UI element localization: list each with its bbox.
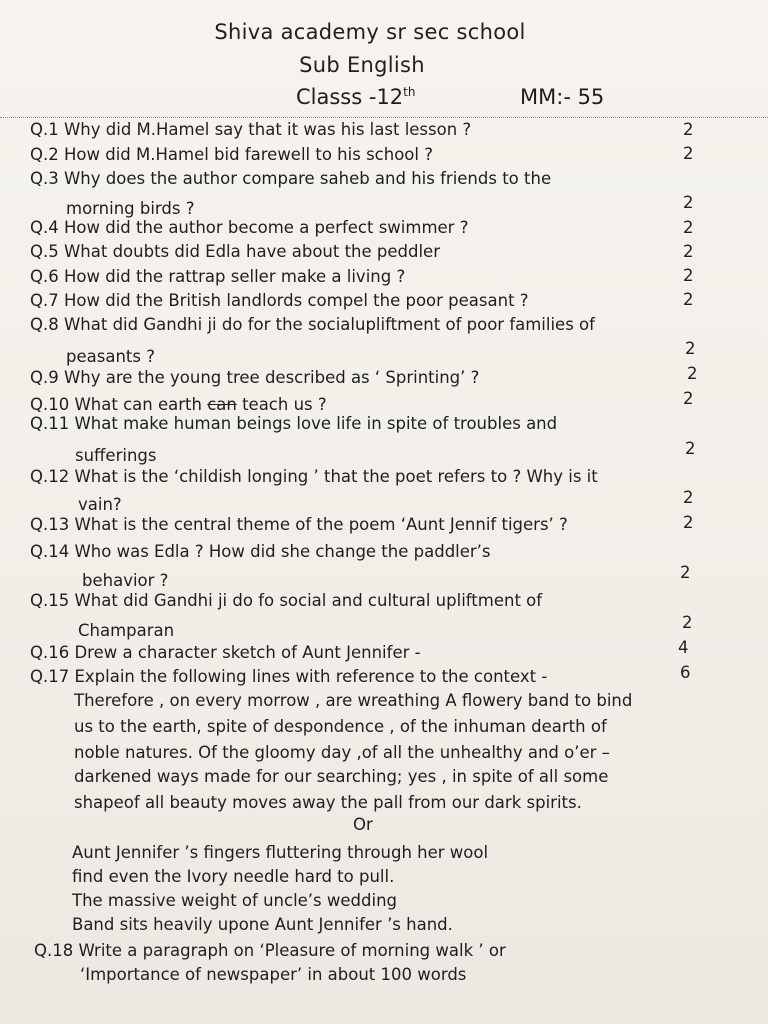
- question-q1: Q.1 Why did M.Hamel say that it was his last lesson ?: [30, 120, 472, 139]
- mark-q6: 2: [683, 266, 694, 285]
- question-q18: Q.18 Write a paragraph on ‘Pleasure of morning walk ’ or: [34, 941, 506, 960]
- mark-q10: 2: [683, 389, 694, 408]
- mark-q3: 2: [683, 193, 694, 212]
- question-q4: Q.4 How did the author become a perfect swimmer ?: [30, 218, 469, 237]
- mark-q9: 2: [687, 364, 698, 383]
- passage1-line4: darkened ways made for our searching; yes , in spite of all some: [74, 767, 609, 786]
- question-q15-cont: Champaran: [78, 621, 175, 640]
- question-q10: [30, 395, 327, 414]
- question-q10-part2: teach us ?: [242, 395, 327, 414]
- question-q16: Q.16 Drew a character sketch of Aunt Jennifer -: [30, 643, 421, 662]
- question-q9: Q.9 Why are the young tree described as ‘ Sprinting’ ?: [30, 368, 480, 387]
- passage1-line3: noble natures. Of the gloomy day ,of all the unhealthy and o’er –: [74, 743, 610, 762]
- mark-q16: 4: [678, 638, 689, 657]
- class-text: Classs -12: [296, 85, 404, 109]
- question-q11: Q.11 What make human beings love life in spite of troubles and: [30, 414, 558, 433]
- passage1-line5: shapeof all beauty moves away the pall from our dark spirits.: [74, 793, 582, 812]
- question-q8-cont: peasants ?: [66, 347, 155, 366]
- passage2-line1: Aunt Jennifer ’s fingers fluttering through her wool: [72, 843, 489, 862]
- question-q6: Q.6 How did the rattrap seller make a living ?: [30, 267, 406, 286]
- passage2-line4: Band sits heavily upone Aunt Jennifer ’s hand.: [72, 915, 453, 934]
- question-q12: Q.12 What is the ‘childish longing ’ that the poet refers to ? Why is it: [30, 467, 598, 486]
- passage2-line3: The massive weight of uncle’s wedding: [72, 891, 397, 910]
- mark-q1: 2: [683, 120, 694, 139]
- mark-q5: 2: [683, 242, 694, 261]
- question-q3-cont: morning birds ?: [66, 199, 195, 218]
- mark-q12: 2: [683, 488, 694, 507]
- question-q12-cont: vain?: [78, 495, 122, 514]
- question-q2: Q.2 How did M.Hamel bid farewell to his school ?: [30, 145, 433, 164]
- question-q18-cont: ‘Importance of newspaper’ in about 100 words: [80, 965, 467, 984]
- max-marks: MM:- 55: [520, 85, 605, 109]
- passage1-line1: Therefore , on every morrow , are wreathing A flowery band to bind: [74, 691, 633, 710]
- question-q14-cont: behavior ?: [82, 571, 169, 590]
- question-q11-cont: sufferings: [75, 446, 157, 465]
- mark-q8: 2: [685, 339, 696, 358]
- or-separator: Or: [353, 815, 373, 834]
- struck-word: can: [207, 395, 237, 414]
- mark-q7: 2: [683, 290, 694, 309]
- question-q3: Q.3 Why does the author compare saheb and his friends to the: [30, 169, 552, 188]
- question-q14: Q.14 Who was Edla ? How did she change the paddler’s: [30, 542, 491, 561]
- question-q13: Q.13 What is the central theme of the poem ‘Aunt Jennif tigers’ ?: [30, 515, 568, 534]
- question-q10-part1: Q.10 What can earth: [30, 395, 202, 414]
- question-q15: Q.15 What did Gandhi ji do fo social and cultural upliftment of: [30, 591, 543, 610]
- mark-q11: 2: [685, 439, 696, 458]
- question-q8: Q.8 What did Gandhi ji do for the socialupliftment of poor families of: [30, 315, 595, 334]
- class-superscript: th: [403, 85, 416, 99]
- mark-q2: 2: [683, 144, 694, 163]
- mark-q13: 2: [683, 513, 694, 532]
- school-name: Shiva academy sr sec school: [214, 20, 526, 44]
- mark-q17: 6: [680, 663, 691, 682]
- passage2-line2: find even the Ivory needle hard to pull.: [72, 867, 395, 886]
- question-q17: Q.17 Explain the following lines with reference to the context -: [30, 667, 548, 686]
- question-q7: Q.7 How did the British landlords compel the poor peasant ?: [30, 291, 529, 310]
- mark-q15: 2: [682, 613, 693, 632]
- passage1-line2: us to the earth, spite of despondence , of the inhuman dearth of: [74, 717, 607, 736]
- subject-title: Sub English: [299, 53, 425, 77]
- mark-q4: 2: [683, 218, 694, 237]
- question-q5: Q.5 What doubts did Edla have about the peddler: [30, 242, 440, 261]
- mark-q14: 2: [680, 563, 691, 582]
